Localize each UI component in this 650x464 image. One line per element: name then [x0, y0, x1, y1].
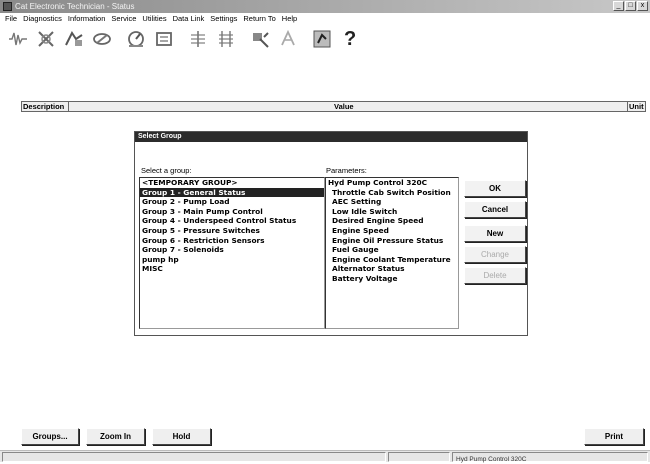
app-icon [3, 2, 12, 11]
parameter-item: Throttle Cab Switch Position [332, 187, 451, 197]
window-controls [613, 1, 648, 11]
status-segment-ecm [452, 452, 648, 462]
configuration-icon[interactable] [278, 29, 298, 49]
parameter-item: Desired Engine Speed [332, 216, 424, 226]
close-button[interactable]: x [637, 1, 648, 11]
select-group-label: Select a group: [141, 166, 192, 175]
group-list-item[interactable]: <TEMPORARY GROUP> [142, 178, 238, 187]
dialog-title: Select Group [135, 132, 527, 142]
calibration-icon[interactable] [188, 29, 208, 49]
parameter-item: Engine Oil Pressure Status [332, 235, 444, 245]
group-list-item[interactable]: pump hp [142, 254, 179, 264]
status-ecm-text: Hyd Pump Control 320C [456, 456, 527, 463]
status-segment [2, 452, 386, 462]
flash-program-icon[interactable] [312, 29, 332, 49]
parameter-item: Engine Coolant Temperature [332, 254, 451, 264]
logged-events-icon[interactable] [92, 29, 112, 49]
status-icon[interactable] [126, 29, 146, 49]
parameters-listbox[interactable] [325, 177, 459, 329]
status-segment [388, 452, 450, 462]
group-list-item[interactable]: Group 2 - Pump Load [142, 197, 230, 207]
menu-information[interactable]: Information [67, 14, 106, 23]
waveform-icon[interactable] [8, 29, 28, 49]
menu-file[interactable]: File [5, 14, 18, 23]
active-events-icon[interactable] [64, 29, 84, 49]
toolbar [0, 24, 650, 54]
groups-button[interactable]: Groups... [21, 428, 79, 445]
menu-settings[interactable]: Settings [210, 14, 238, 23]
ecm-summary-icon[interactable] [250, 29, 270, 49]
group-list-item[interactable]: MISC [142, 264, 163, 274]
menu-bar [0, 13, 650, 24]
parameter-item: AEC Setting [332, 197, 382, 207]
status-bar [0, 450, 650, 462]
window-title: Cat Electronic Technician - Status [15, 2, 135, 11]
column-description[interactable]: Description [23, 102, 65, 111]
menu-return-to[interactable]: Return To [243, 14, 276, 23]
new-button[interactable]: New [464, 225, 526, 242]
menu-utilities[interactable]: Utilities [142, 14, 167, 23]
menu-help[interactable]: Help [281, 14, 298, 23]
group-list-item-selected[interactable]: Group 1 - General Status [140, 188, 324, 198]
status-table-header [21, 101, 646, 112]
group-list-item[interactable]: Group 5 - Pressure Switches [142, 225, 260, 235]
menu-data-link[interactable]: Data Link [172, 14, 205, 23]
menu-diagnostics[interactable]: Diagnostics [23, 14, 62, 23]
diagnostic-codes-icon[interactable] [36, 29, 56, 49]
select-group-dialog [134, 131, 528, 336]
group-list-item[interactable]: Group 7 - Solenoids [142, 245, 224, 255]
ok-button[interactable]: OK [464, 180, 526, 197]
title-bar [0, 0, 650, 13]
menu-service[interactable]: Service [111, 14, 137, 23]
print-button[interactable]: Print [584, 428, 644, 445]
parameters-label: Parameters: [326, 166, 367, 175]
snapshot-icon[interactable] [154, 29, 174, 49]
parameter-item: Engine Speed [332, 225, 389, 235]
parameter-item: Hyd Pump Control 320C [328, 178, 428, 187]
maximize-button[interactable]: □ [625, 1, 636, 11]
parameter-item: Alternator Status [332, 264, 405, 274]
help-icon[interactable]: ? [344, 27, 357, 50]
group-list-item[interactable]: Group 4 - Underspeed Control Status [142, 216, 297, 226]
minimize-button[interactable]: _ [613, 1, 624, 11]
hold-button[interactable]: Hold [152, 428, 211, 445]
group-listbox[interactable] [139, 177, 325, 329]
cancel-button[interactable]: Cancel [464, 201, 526, 218]
delete-button[interactable]: Delete [464, 267, 526, 284]
parameter-item: Fuel Gauge [332, 245, 379, 255]
group-list-item[interactable]: Group 3 - Main Pump Control [142, 206, 263, 216]
parameter-item: Low Idle Switch [332, 206, 398, 216]
group-list-item[interactable]: Group 6 - Restriction Sensors [142, 235, 265, 245]
parameter-item: Battery Voltage [332, 273, 398, 283]
change-button[interactable]: Change [464, 246, 526, 263]
column-value[interactable]: Value [334, 102, 354, 111]
column-unit[interactable]: Unit [629, 102, 644, 111]
service-tests-icon[interactable] [216, 29, 236, 49]
zoom-in-button[interactable]: Zoom In [86, 428, 145, 445]
